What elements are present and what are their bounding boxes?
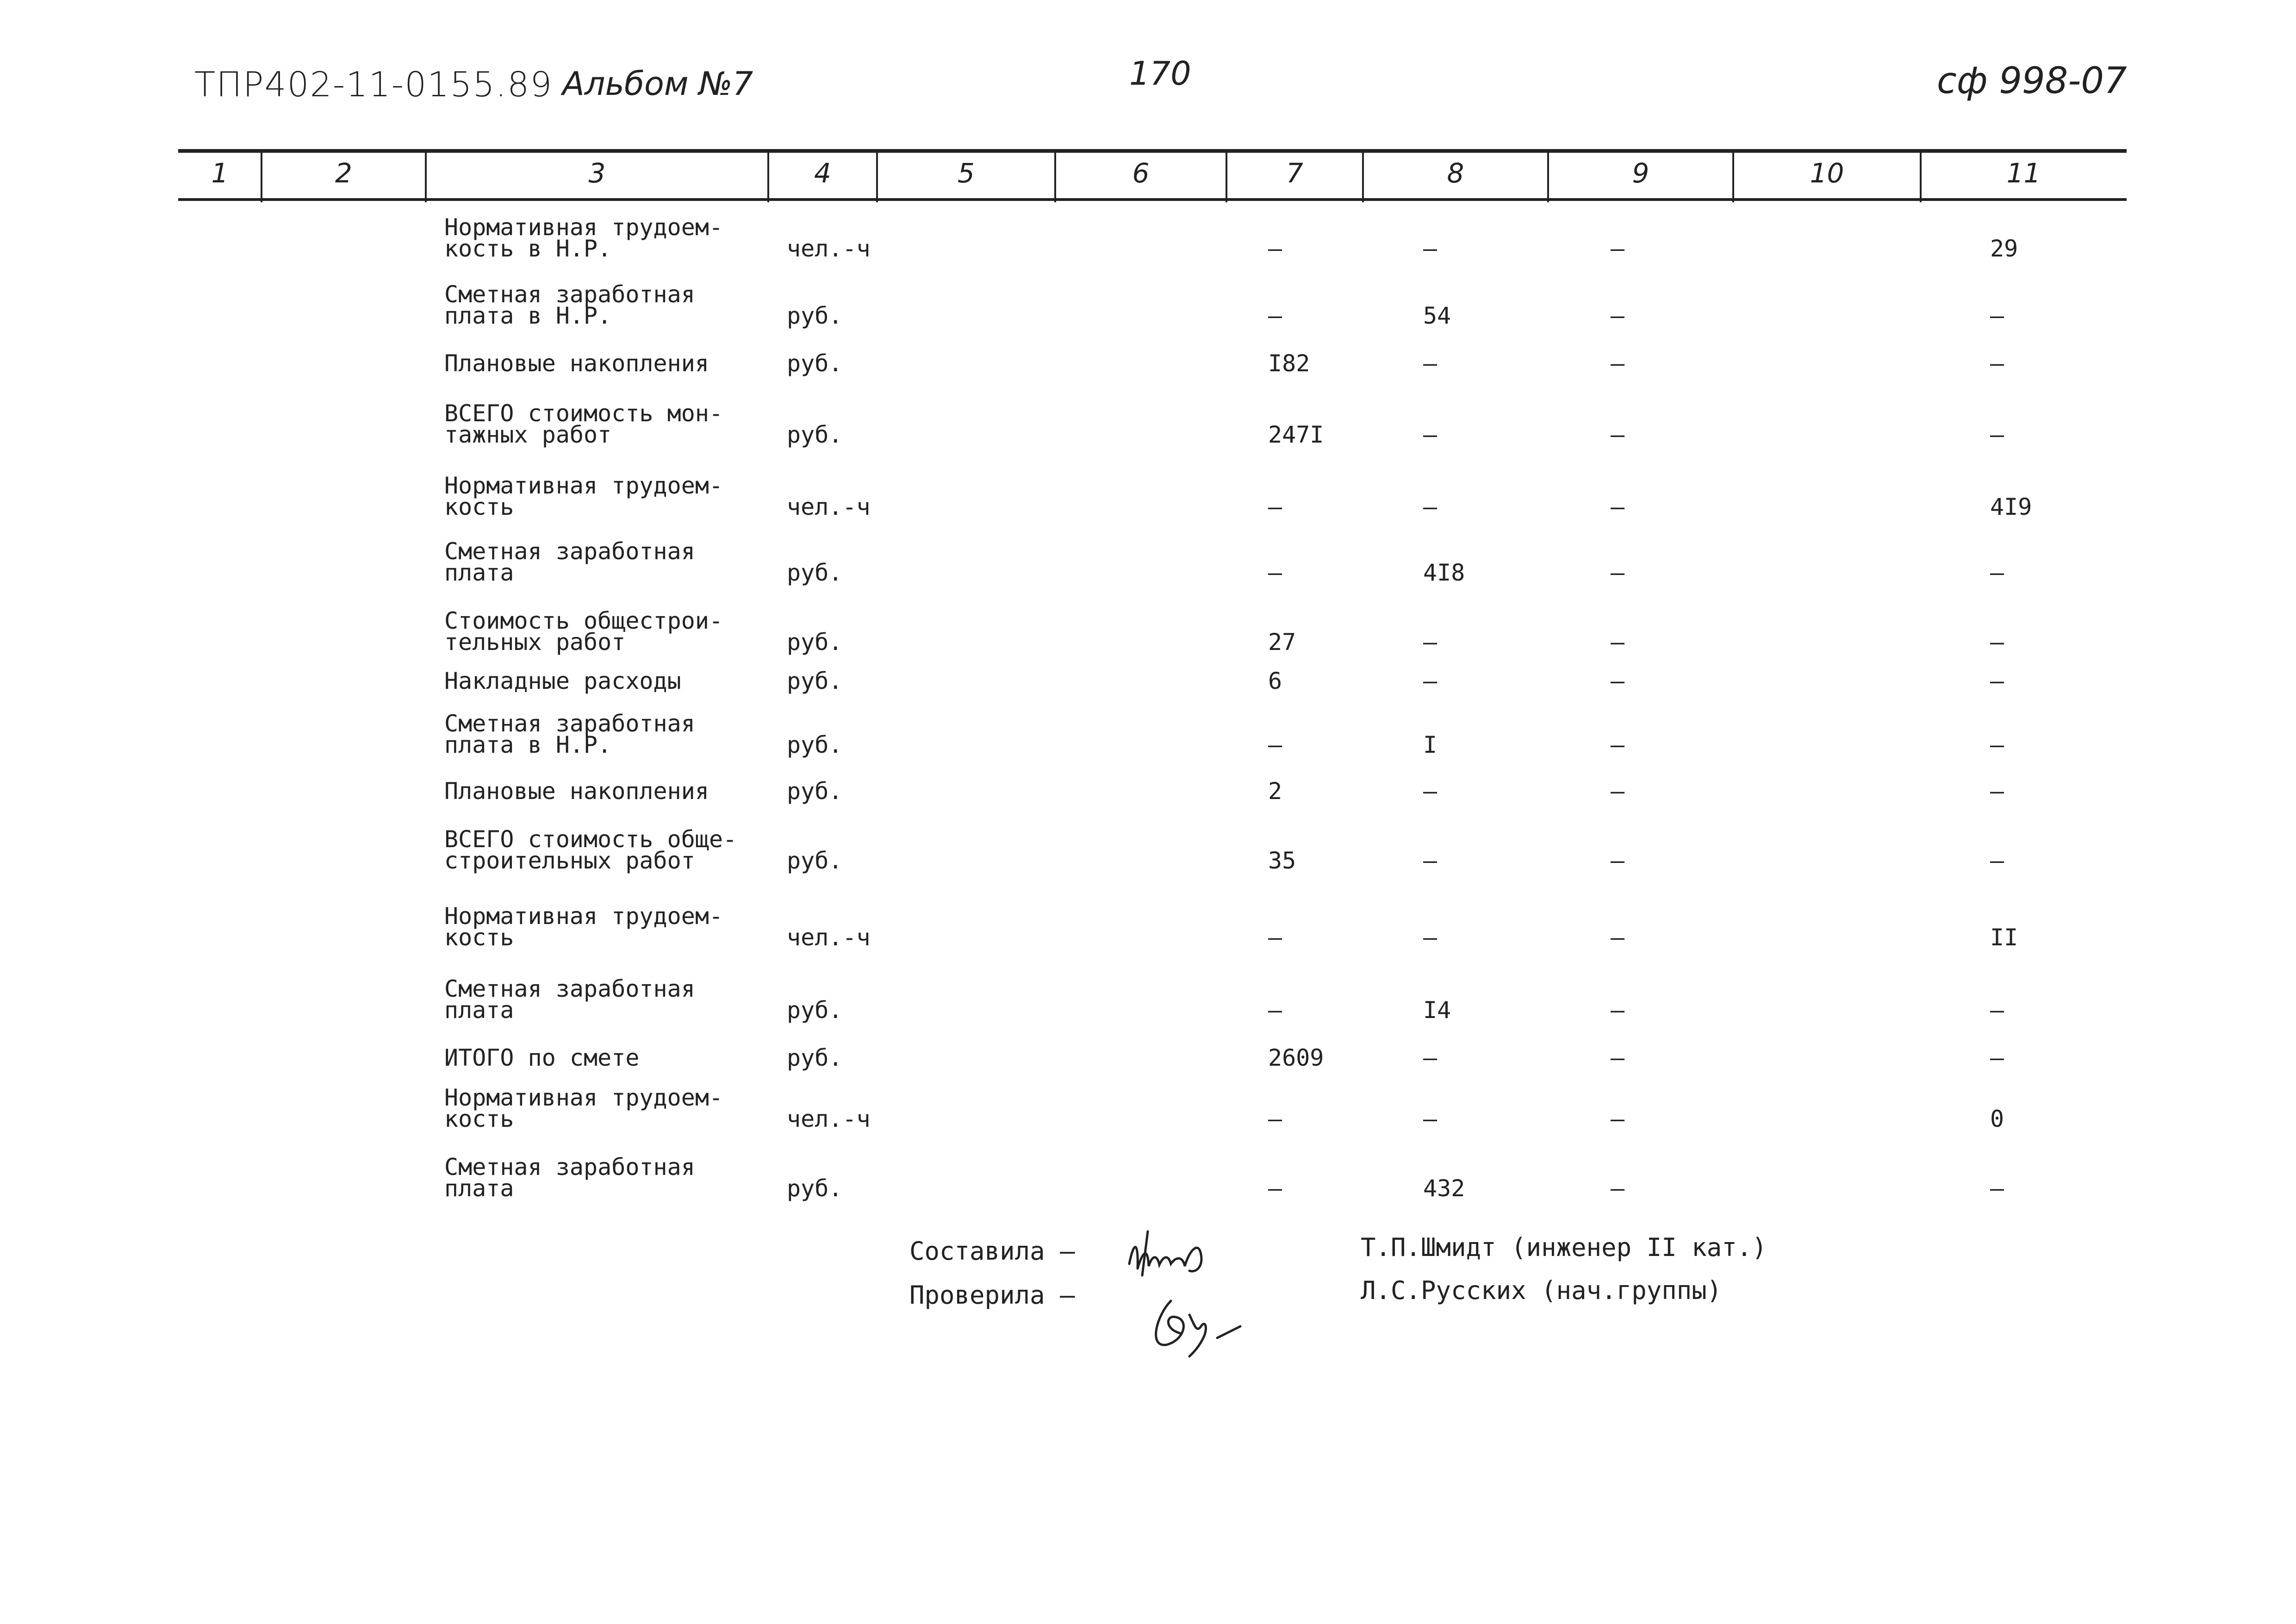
row-name [444,975,695,1024]
row-name [444,1044,640,1071]
table-row [0,778,2296,805]
col9-value: – [1611,1175,1625,1202]
row-name-line: кость [444,924,514,951]
header-top-rule [178,149,2127,153]
table-row [0,1044,2296,1071]
row-name-line: Нормативная трудоем- [444,903,723,930]
col9-value: – [1611,1044,1625,1071]
row-name-line: плата [444,559,514,586]
col7-value: – [1268,302,1282,329]
sheet-code: сф 998-07 [1937,60,2127,102]
col7-value: – [1268,559,1282,586]
row-unit: руб. [787,1175,843,1202]
col8-value: 54 [1423,302,1451,329]
col11-value: – [1990,421,2004,448]
col8-value: – [1423,421,1437,448]
column-number: 4 [814,157,831,189]
col7-value: – [1268,1175,1282,1202]
row-unit: руб. [787,731,843,758]
col8-value: – [1423,1106,1437,1132]
row-name [444,281,695,329]
row-name-line: Нормативная трудоем- [444,472,723,499]
col9-value: – [1611,421,1625,448]
row-name [444,1084,723,1132]
table-row [0,281,2296,329]
col9-value: – [1611,493,1625,520]
row-name [444,400,723,448]
col9-value: – [1611,1106,1625,1132]
row-name-line: Стоимость общестрои- [444,607,723,634]
col11-value: II [1990,924,2018,951]
col8-value: 4I8 [1423,559,1465,586]
row-name-line: тажных работ [444,421,612,448]
col7-value: 247I [1268,421,1324,448]
row-name-line: плата в Н.Р. [444,731,612,758]
col8-value: – [1423,629,1437,656]
col11-value: – [1990,1044,2004,1071]
row-unit: чел.-ч [787,493,871,520]
row-name-line: тельных работ [444,629,626,656]
col11-value: – [1990,350,2004,377]
checked-by-signature [1156,1301,1240,1356]
row-name [444,538,695,586]
row-unit: руб. [787,997,843,1024]
col11-value: 4I9 [1990,493,2032,520]
col8-value: – [1423,847,1437,874]
col7-value: – [1268,997,1282,1024]
table-row [0,472,2296,520]
compiled-by-label: Составила – [909,1237,1075,1266]
table-row [0,670,2296,692]
row-name-line: кость [444,493,514,520]
column-number: 9 [1632,157,1649,189]
column-number: 3 [588,157,606,189]
row-unit: руб. [787,778,843,805]
column-number: 7 [1286,157,1303,189]
col9-value: – [1611,847,1625,874]
col11-value: – [1990,1175,2004,1202]
row-name-line: строительных работ [444,847,695,874]
col9-value: – [1611,668,1625,694]
checked-by-name: Л.С.Русских (нач.группы) [1361,1276,1722,1305]
album-number: Альбом №7 [562,65,753,103]
row-unit: руб. [787,421,843,448]
col8-value: – [1423,350,1437,377]
table-row [0,538,2296,586]
row-name-line: плата в Н.Р. [444,302,612,329]
column-number: 1 [211,157,229,189]
row-name [444,710,695,758]
col7-value: 6 [1268,668,1282,694]
row-name-line: Плановые накопления [444,350,709,377]
col7-value: – [1268,1106,1282,1132]
compiled-by-name: Т.П.Шмидт (инженер II кат.) [1361,1233,1767,1262]
table-row [0,1154,2296,1202]
col7-value: I82 [1268,350,1310,377]
compiled-by-signature [1129,1231,1201,1275]
col9-value: – [1611,302,1625,329]
row-name-line: Сметная заработная [444,975,695,1002]
row-name [444,670,681,692]
col8-value: – [1423,493,1437,520]
row-name-line: Плановые накопления [444,778,709,805]
page-number: 170 [1129,55,1191,93]
table-row [0,1084,2296,1132]
col7-value: 27 [1268,629,1296,656]
col11-value: – [1990,302,2004,329]
row-name-line: Накладные расходы [444,668,681,694]
col7-value: – [1268,235,1282,262]
row-name [444,350,709,377]
col8-value: – [1423,1044,1437,1071]
row-name-line: Сметная заработная [444,538,695,565]
row-unit: руб. [787,629,843,656]
col9-value: – [1611,731,1625,758]
row-name-line: плата [444,997,514,1024]
document-code: ТПР402-11-0155.89 [194,65,553,105]
checked-by-label: Проверила – [909,1280,1075,1310]
header-bottom-rule [178,198,2127,201]
col9-value: – [1611,778,1625,805]
row-unit: руб. [787,559,843,586]
table-row [0,903,2296,951]
col7-value: – [1268,924,1282,951]
col7-value: 35 [1268,847,1296,874]
col9-value: – [1611,350,1625,377]
col9-value: – [1611,629,1625,656]
column-number: 5 [958,157,975,189]
column-number: 8 [1447,157,1464,189]
column-number: 10 [1810,157,1844,189]
signature-images [1120,1222,1287,1370]
table-row [0,826,2296,874]
col9-value: – [1611,235,1625,262]
col7-value: 2609 [1268,1044,1324,1071]
table-row [0,975,2296,1024]
row-name-line: Нормативная трудоем- [444,214,723,241]
col11-value: 29 [1990,235,2018,262]
row-name [444,214,723,262]
col7-value: 2 [1268,778,1282,805]
row-unit: руб. [787,350,843,377]
col9-value: – [1611,997,1625,1024]
row-unit: чел.-ч [787,924,871,951]
col8-value: – [1423,924,1437,951]
col11-value: – [1990,778,2004,805]
row-name-line: кость в Н.Р. [444,235,612,262]
col7-value: – [1268,731,1282,758]
row-unit: руб. [787,847,843,874]
col11-value: – [1990,997,2004,1024]
row-name [444,1154,695,1202]
row-name-line: Нормативная трудоем- [444,1084,723,1111]
row-unit: чел.-ч [787,235,871,262]
col9-value: – [1611,559,1625,586]
col11-value: – [1990,731,2004,758]
column-number: 2 [335,157,352,189]
row-name [444,778,709,805]
table-row [0,400,2296,448]
col9-value: – [1611,924,1625,951]
table-row [0,350,2296,377]
column-number: 11 [2006,157,2041,189]
row-name-line: Сметная заработная [444,1154,695,1181]
col11-value: 0 [1990,1106,2004,1132]
col8-value: 432 [1423,1175,1465,1202]
row-name [444,903,723,951]
row-name-line: Сметная заработная [444,281,695,308]
table-row [0,214,2296,262]
row-name [444,472,723,520]
col8-value: I [1423,731,1437,758]
col11-value: – [1990,559,2004,586]
row-name-line: кость [444,1106,514,1132]
col8-value: I4 [1423,997,1451,1024]
row-unit: руб. [787,1044,843,1071]
col8-value: – [1423,235,1437,262]
row-name-line: плата [444,1175,514,1202]
col7-value: – [1268,493,1282,520]
row-name [444,826,737,874]
row-name-line: ВСЕГО стоимость мон- [444,400,723,427]
row-name [444,607,723,656]
col11-value: – [1990,668,2004,694]
row-name-line: Сметная заработная [444,710,695,737]
table-row [0,607,2296,656]
table-row [0,710,2296,758]
col8-value: – [1423,778,1437,805]
column-number: 6 [1132,157,1150,189]
col11-value: – [1990,847,2004,874]
row-name-line: ИТОГО по смете [444,1044,640,1071]
row-name-line: ВСЕГО стоимость обще- [444,826,737,853]
col11-value: – [1990,629,2004,656]
row-unit: руб. [787,302,843,329]
row-unit: руб. [787,668,843,694]
col8-value: – [1423,668,1437,694]
row-unit: чел.-ч [787,1106,871,1132]
